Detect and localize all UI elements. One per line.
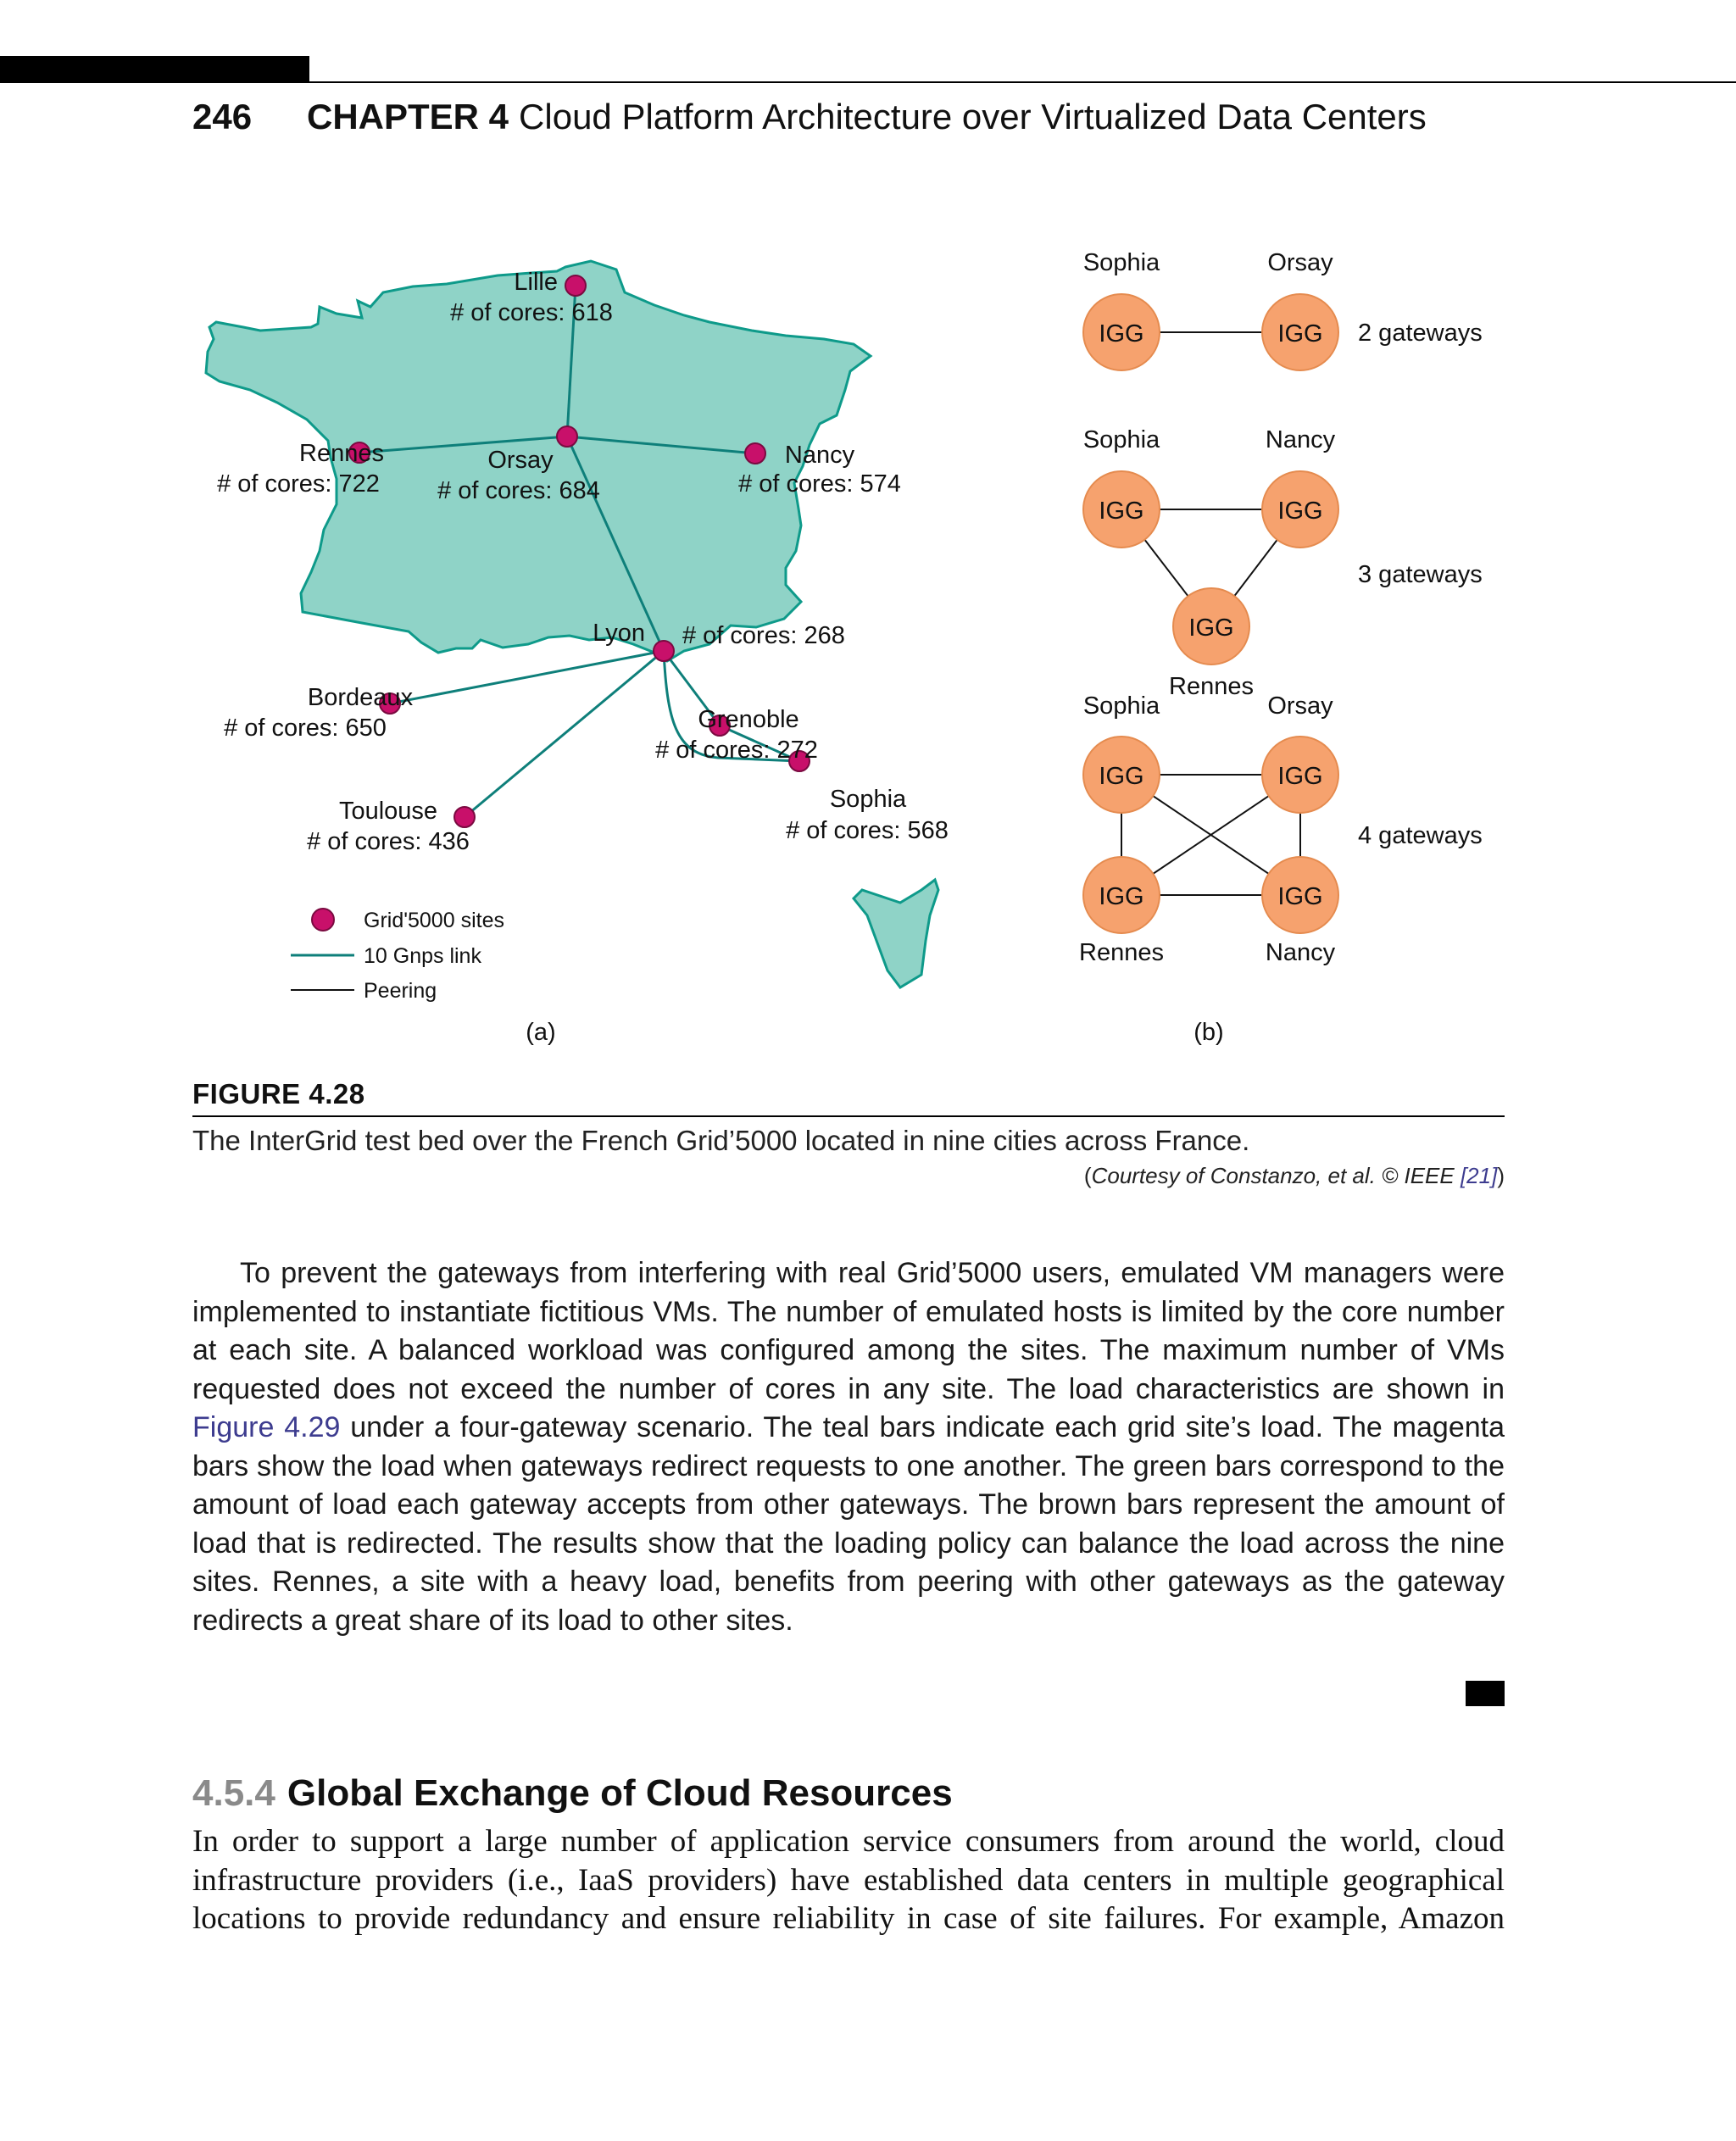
site-marker-lyon: [654, 641, 674, 661]
credit-open: (: [1083, 1163, 1092, 1188]
body-paragraph-1: [192, 1254, 1505, 1640]
corsica: [854, 880, 938, 987]
g4-count-label: 4 gateways: [1358, 822, 1483, 849]
end-mark: [1466, 1681, 1505, 1706]
igg-label: IGG: [1099, 498, 1144, 525]
site-name-lyon: Lyon: [593, 620, 645, 647]
legend-link-label: 10 Gnps link: [364, 944, 481, 968]
site-cores-lille: # of cores: 618: [450, 299, 613, 326]
chapter-label: CHAPTER 4: [307, 97, 509, 136]
igg-node: [1083, 294, 1160, 370]
body-paragraph-2: In order to support a large number of application service consumers from around the world, cloud infrastructure providers (i.e., IaaS providers) have established data centers in multiple geographical locations to provide redundancy and ensure reliability in case of site failures. For example, Amazon: [192, 1824, 1505, 1936]
credit-text: Courtesy of Constanzo, et al. © IEEE: [1091, 1163, 1461, 1188]
site-cores-toulouse: # of cores: 436: [307, 828, 470, 855]
site-cores-grenoble: # of cores: 272: [655, 737, 818, 764]
chapter-title: Cloud Platform Architecture over Virtualized Data Centers: [519, 97, 1427, 136]
g3-bottom-name: Rennes: [1169, 673, 1254, 700]
site-marker-lille: [565, 275, 586, 296]
site-cores-lyon: # of cores: 268: [682, 622, 845, 649]
credit-close: ): [1497, 1163, 1505, 1188]
site-marker-nancy: [745, 443, 765, 464]
figure-svg: [192, 246, 1506, 1059]
g4-topleft-name: Sophia: [1082, 692, 1160, 720]
header-bar: [0, 56, 309, 83]
figure-label: FIGURE 4.28: [192, 1078, 365, 1109]
subfigure-label-b: (b): [1194, 1019, 1224, 1046]
site-name-toulouse: Toulouse: [338, 798, 438, 825]
running-head: [192, 92, 1427, 142]
credit-reference-link[interactable]: [21]: [1460, 1163, 1498, 1188]
site-name-sophia: Sophia: [829, 786, 907, 813]
section-heading: [192, 1770, 953, 1817]
header-rule: [309, 81, 1736, 83]
g2-right-name: Orsay: [1267, 249, 1333, 276]
g2-count-label: 2 gateways: [1358, 320, 1483, 347]
figure-rule: [192, 1115, 1505, 1117]
site-cores-rennes: # of cores: 722: [217, 470, 380, 498]
para1-text-a: To prevent the gateways from interfering with real Grid’5000 users, emulated VM managers were implemented to instantiate fictitious VMs. The number of emulated hosts is limited by the core number at each site. A balanced workload was configured among the sites. The maximum number of VMs requested does not exceed the number of cores in any site. The load characteristics are shown in: [192, 1257, 1505, 1405]
igg-label: IGG: [1099, 320, 1144, 348]
legend-site-swatch: [312, 909, 334, 931]
g4-topright-name: Orsay: [1267, 692, 1333, 720]
site-cores-sophia: # of cores: 568: [786, 817, 949, 844]
site-marker-toulouse: [454, 807, 475, 827]
map-legend: [291, 909, 504, 1003]
link-lyon-bordeaux: [390, 651, 664, 703]
igg-node: [1262, 294, 1338, 370]
g3-count-label: 3 gateways: [1358, 561, 1483, 588]
igg-node: [1262, 471, 1338, 548]
igg-node: [1173, 588, 1249, 665]
g4-bottomleft-name: Rennes: [1079, 939, 1164, 966]
igg-label: IGG: [1099, 883, 1144, 910]
igg-label: IGG: [1277, 320, 1323, 348]
g4-bottomright-name: Nancy: [1265, 939, 1336, 966]
site-name-orsay: Orsay: [487, 447, 554, 474]
igg-label: IGG: [1277, 498, 1323, 525]
site-name-grenoble: Grenoble: [698, 706, 799, 733]
figure-caption: The InterGrid test bed over the French Grid’5000 located in nine cities across France.: [192, 1125, 1250, 1156]
section-number: 4.5.4: [192, 1772, 275, 1814]
para1-text-b: under a four-gateway scenario. The teal bars indicate each grid site’s load. The magenta bars show the load when gateways redirect requests to one another. The green bars correspond to the amount of load each gateway accepts from other gateways. The brown bars represent the amount of load that is redirected. The results show that the loading policy can balance the load across the nine sites. Rennes, a site with a heavy load, benefits from peering with other gateways as the gateway redirects a great share of its load to other sites.: [192, 1411, 1505, 1637]
figure-credit: [192, 1163, 1505, 1189]
figure-4-28: [192, 246, 1506, 1059]
igg-label: IGG: [1277, 763, 1323, 790]
igg-node: [1262, 737, 1338, 813]
site-name-bordeaux: Bordeaux: [307, 684, 414, 711]
igg-label: IGG: [1188, 614, 1234, 642]
site-cores-nancy: # of cores: 574: [738, 470, 901, 498]
igg-label: IGG: [1277, 883, 1323, 910]
site-cores-bordeaux: # of cores: 650: [224, 715, 387, 742]
figure-4-29-link[interactable]: Figure 4.29: [192, 1411, 341, 1443]
site-cores-orsay: # of cores: 684: [437, 477, 600, 504]
section-title: Global Exchange of Cloud Resources: [287, 1772, 953, 1814]
site-marker-orsay: [557, 426, 577, 447]
igg-node: [1083, 737, 1160, 813]
g2-left-name: Sophia: [1082, 249, 1160, 276]
site-name-nancy: Nancy: [784, 442, 855, 469]
legend-peering-label: Peering: [364, 979, 437, 1003]
igg-node: [1083, 857, 1160, 933]
igg-label: IGG: [1099, 763, 1144, 790]
legend-sites-label: Grid'5000 sites: [364, 909, 504, 932]
g3-topleft-name: Sophia: [1082, 426, 1160, 453]
page-number: 246: [192, 97, 253, 136]
site-name-rennes: Rennes: [299, 440, 384, 467]
site-name-lille: Lille: [514, 269, 558, 296]
g3-topright-name: Nancy: [1265, 426, 1336, 453]
igg-node: [1262, 857, 1338, 933]
link-lyon-toulouse: [465, 651, 664, 817]
subfigure-label-a: (a): [526, 1019, 556, 1046]
igg-node: [1083, 471, 1160, 548]
